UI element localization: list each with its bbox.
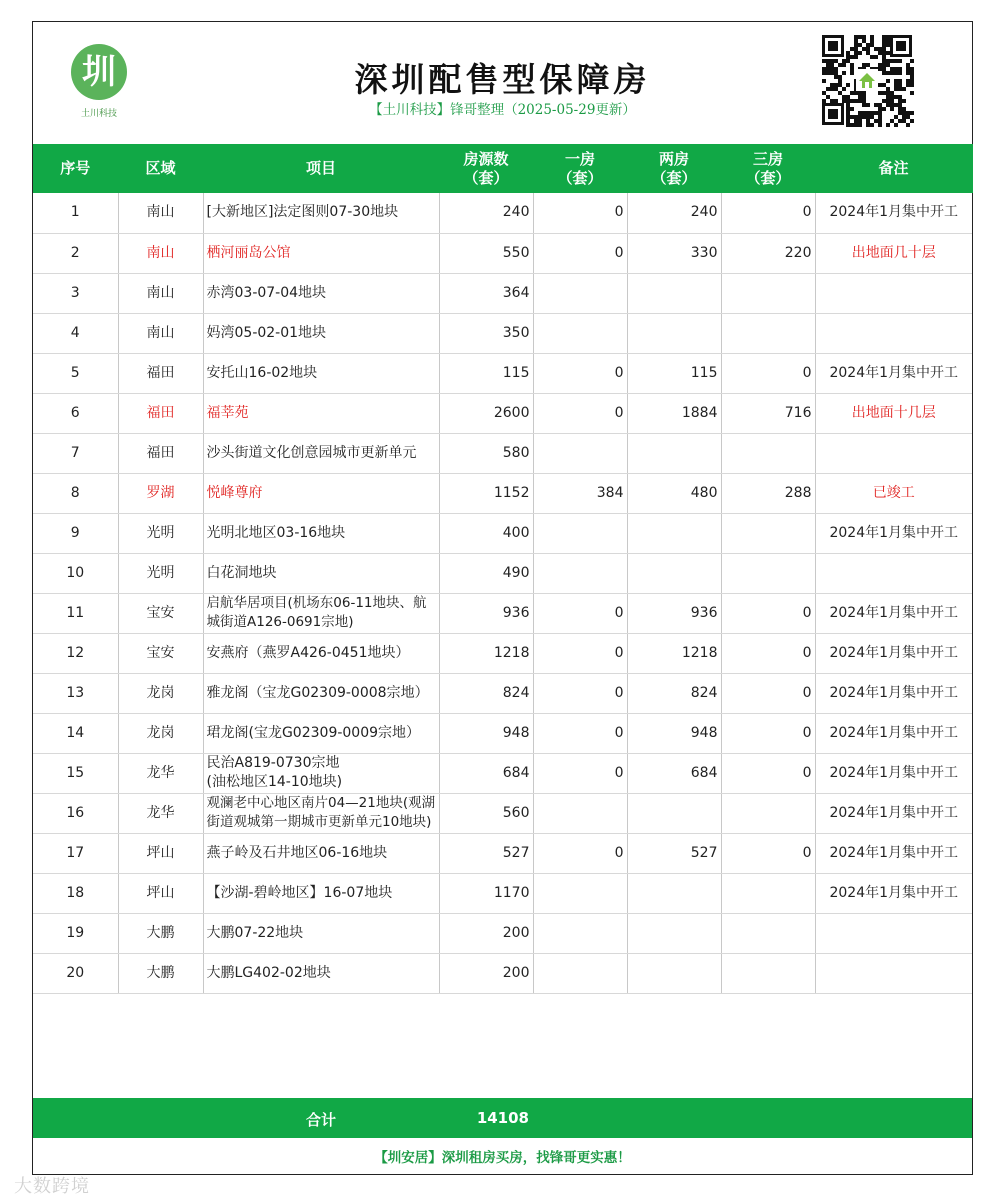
cell-two-room: 480 xyxy=(627,473,721,513)
cell-note xyxy=(815,273,972,313)
table-row xyxy=(33,673,972,713)
cell-no: 9 xyxy=(33,513,118,553)
cell-total: 200 xyxy=(439,913,533,953)
cell-one-room: 0 xyxy=(533,673,627,713)
cell-two-room xyxy=(627,313,721,353)
cell-note: 2024年1月集中开工 xyxy=(815,873,972,913)
cell-total: 1218 xyxy=(439,633,533,673)
total-value: 14108 xyxy=(476,1109,529,1127)
cell-two-room: 948 xyxy=(627,713,721,753)
cell-one-room: 0 xyxy=(533,233,627,273)
cell-total: 1170 xyxy=(439,873,533,913)
cell-total: 350 xyxy=(439,313,533,353)
cell-three-room: 0 xyxy=(721,673,815,713)
cell-district: 福田 xyxy=(118,433,203,473)
footer-slogan: 【圳安居】深圳租房买房，找锋哥更实惠！ xyxy=(374,1150,631,1166)
cell-no: 8 xyxy=(33,473,118,513)
page-title: 深圳配售型保障房 xyxy=(354,60,651,99)
cell-no: 5 xyxy=(33,353,118,393)
cell-district: 光明 xyxy=(118,553,203,593)
table-row xyxy=(33,193,972,233)
table-row xyxy=(33,353,972,393)
cell-two-room: 1884 xyxy=(627,393,721,433)
cell-total: 580 xyxy=(439,433,533,473)
col-header-two-room: 两房 （套） xyxy=(627,144,721,193)
cell-project: 雅龙阁（宝龙G02309-0008宗地） xyxy=(203,673,439,713)
table-row xyxy=(33,633,972,673)
cell-two-room xyxy=(627,873,721,913)
cell-district: 坪山 xyxy=(118,873,203,913)
table-row xyxy=(33,953,972,993)
cell-three-room: 0 xyxy=(721,593,815,633)
cell-project: 赤湾03-07-04地块 xyxy=(203,273,439,313)
cell-note: 2024年1月集中开工 xyxy=(815,833,972,873)
cell-two-room xyxy=(627,793,721,833)
cell-district: 龙华 xyxy=(118,753,203,793)
cell-three-room xyxy=(721,273,815,313)
cell-two-room xyxy=(627,513,721,553)
cell-note: 出地面十几层 xyxy=(815,393,972,433)
table-row xyxy=(33,473,972,513)
cell-two-room: 936 xyxy=(627,593,721,633)
cell-note: 2024年1月集中开工 xyxy=(815,633,972,673)
cell-two-room: 824 xyxy=(627,673,721,713)
cell-three-room xyxy=(721,513,815,553)
cell-three-room: 288 xyxy=(721,473,815,513)
cell-two-room xyxy=(627,953,721,993)
cell-project: 安燕府（燕罗A426-0451地块） xyxy=(203,633,439,673)
cell-three-room: 0 xyxy=(721,193,815,233)
cell-total: 560 xyxy=(439,793,533,833)
table-row xyxy=(33,313,972,353)
cell-district: 大鹏 xyxy=(118,953,203,993)
cell-no: 19 xyxy=(33,913,118,953)
cell-three-room: 0 xyxy=(721,353,815,393)
table-header-row xyxy=(33,144,972,193)
cell-project: 大鹏LG402-02地块 xyxy=(203,953,439,993)
cell-two-room xyxy=(627,433,721,473)
cell-no: 3 xyxy=(33,273,118,313)
cell-district: 南山 xyxy=(118,273,203,313)
cell-total: 240 xyxy=(439,193,533,233)
cell-total: 490 xyxy=(439,553,533,593)
cell-note: 2024年1月集中开工 xyxy=(815,193,972,233)
cell-project: 大鹏07-22地块 xyxy=(203,913,439,953)
page-subtitle: 【土川科技】锋哥整理（2025-05-29更新） xyxy=(369,102,636,118)
table-row xyxy=(33,713,972,753)
table-row xyxy=(33,793,972,833)
cell-district: 光明 xyxy=(118,513,203,553)
col-header-three-room: 三房 （套） xyxy=(721,144,815,193)
total-row xyxy=(33,1098,972,1138)
cell-one-room xyxy=(533,313,627,353)
cell-three-room: 0 xyxy=(721,633,815,673)
col-header-no: 序号 xyxy=(33,144,118,193)
cell-no: 12 xyxy=(33,633,118,673)
cell-note: 2024年1月集中开工 xyxy=(815,753,972,793)
cell-project: 燕子岭及石井地区06-16地块 xyxy=(203,833,439,873)
cell-one-room: 0 xyxy=(533,593,627,633)
cell-three-room xyxy=(721,873,815,913)
cell-total: 936 xyxy=(439,593,533,633)
cell-two-room: 527 xyxy=(627,833,721,873)
cell-one-room: 0 xyxy=(533,393,627,433)
cell-district: 宝安 xyxy=(118,593,203,633)
cell-total: 400 xyxy=(439,513,533,553)
cell-total: 115 xyxy=(439,353,533,393)
cell-note: 2024年1月集中开工 xyxy=(815,673,972,713)
cell-two-room xyxy=(627,273,721,313)
cell-district: 大鹏 xyxy=(118,913,203,953)
cell-no: 11 xyxy=(33,593,118,633)
cell-three-room xyxy=(721,313,815,353)
cell-three-room: 220 xyxy=(721,233,815,273)
cell-three-room xyxy=(721,953,815,993)
cell-project: [大新地区]法定图则07-30地块 xyxy=(203,193,439,233)
cell-district: 龙华 xyxy=(118,793,203,833)
cell-project: 观澜老中心地区南片04—21地块(观湖街道观城第一期城市更新单元10地块) xyxy=(203,793,439,833)
table-row xyxy=(33,393,972,433)
cell-one-room: 0 xyxy=(533,753,627,793)
col-header-note: 备注 xyxy=(815,144,972,193)
cell-two-room: 115 xyxy=(627,353,721,393)
cell-one-room: 0 xyxy=(533,713,627,753)
cell-district: 宝安 xyxy=(118,633,203,673)
cell-three-room: 0 xyxy=(721,713,815,753)
cell-district: 罗湖 xyxy=(118,473,203,513)
cell-one-room: 0 xyxy=(533,633,627,673)
col-header-one-room: 一房 （套） xyxy=(533,144,627,193)
cell-no: 7 xyxy=(33,433,118,473)
cell-note: 出地面几十层 xyxy=(815,233,972,273)
cell-one-room: 0 xyxy=(533,353,627,393)
col-header-total: 房源数 （套） xyxy=(439,144,533,193)
cell-no: 17 xyxy=(33,833,118,873)
cell-one-room xyxy=(533,513,627,553)
housing-table xyxy=(33,144,973,994)
cell-one-room xyxy=(533,793,627,833)
cell-no: 6 xyxy=(33,393,118,433)
cell-two-room: 1218 xyxy=(627,633,721,673)
cell-no: 13 xyxy=(33,673,118,713)
table-row xyxy=(33,833,972,873)
table-row xyxy=(33,913,972,953)
cell-one-room xyxy=(533,953,627,993)
cell-no: 1 xyxy=(33,193,118,233)
cell-total: 1152 xyxy=(439,473,533,513)
cell-project: 沙头街道文化创意园城市更新单元 xyxy=(203,433,439,473)
cell-three-room: 716 xyxy=(721,393,815,433)
cell-note: 2024年1月集中开工 xyxy=(815,353,972,393)
cell-no: 18 xyxy=(33,873,118,913)
cell-total: 200 xyxy=(439,953,533,993)
cell-project: 福莘苑 xyxy=(203,393,439,433)
cell-total: 527 xyxy=(439,833,533,873)
cell-two-room xyxy=(627,553,721,593)
col-header-project: 项目 xyxy=(203,144,439,193)
cell-one-room xyxy=(533,873,627,913)
cell-project: 妈湾05-02-01地块 xyxy=(203,313,439,353)
table-row xyxy=(33,273,972,313)
cell-project: 民治A819-0730宗地 (油松地区14-10地块) xyxy=(203,753,439,793)
logo-caption: 土川科技 xyxy=(80,109,117,119)
cell-one-room xyxy=(533,913,627,953)
cell-total: 824 xyxy=(439,673,533,713)
cell-two-room xyxy=(627,913,721,953)
cell-three-room xyxy=(721,553,815,593)
cell-no: 20 xyxy=(33,953,118,993)
cell-no: 15 xyxy=(33,753,118,793)
cell-one-room xyxy=(533,433,627,473)
table-row xyxy=(33,873,972,913)
cell-note: 已竣工 xyxy=(815,473,972,513)
cell-total: 684 xyxy=(439,753,533,793)
cell-project: 白花洞地块 xyxy=(203,553,439,593)
cell-district: 福田 xyxy=(118,393,203,433)
cell-note: 2024年1月集中开工 xyxy=(815,713,972,753)
cell-district: 福田 xyxy=(118,353,203,393)
cell-one-room: 384 xyxy=(533,473,627,513)
cell-no: 10 xyxy=(33,553,118,593)
cell-three-room xyxy=(721,433,815,473)
cell-total: 550 xyxy=(439,233,533,273)
cell-project: 安托山16-02地块 xyxy=(203,353,439,393)
watermark: 大数跨境 xyxy=(14,1176,90,1197)
cell-note: 2024年1月集中开工 xyxy=(815,593,972,633)
cell-note xyxy=(815,953,972,993)
cell-district: 南山 xyxy=(118,193,203,233)
cell-two-room: 330 xyxy=(627,233,721,273)
cell-two-room: 240 xyxy=(627,193,721,233)
table-row xyxy=(33,513,972,553)
cell-note xyxy=(815,433,972,473)
cell-one-room xyxy=(533,553,627,593)
cell-project: 栖河丽岛公馆 xyxy=(203,233,439,273)
qr-code-icon xyxy=(820,33,914,127)
table-row xyxy=(33,553,972,593)
cell-total: 948 xyxy=(439,713,533,753)
cell-total: 2600 xyxy=(439,393,533,433)
cell-one-room xyxy=(533,273,627,313)
cell-project: 启航华居项目(机场东06-11地块、航城街道A126-0691宗地) xyxy=(203,593,439,633)
cell-no: 4 xyxy=(33,313,118,353)
table-row xyxy=(33,433,972,473)
cell-note: 2024年1月集中开工 xyxy=(815,793,972,833)
cell-one-room: 0 xyxy=(533,833,627,873)
cell-three-room xyxy=(721,793,815,833)
cell-no: 16 xyxy=(33,793,118,833)
table-row xyxy=(33,233,972,273)
logo-emblem: 圳 xyxy=(71,44,127,100)
col-header-district: 区域 xyxy=(118,144,203,193)
cell-district: 坪山 xyxy=(118,833,203,873)
cell-district: 龙岗 xyxy=(118,673,203,713)
cell-two-room: 684 xyxy=(627,753,721,793)
cell-project: 珺龙阁(宝龙G02309-0009宗地） xyxy=(203,713,439,753)
cell-note xyxy=(815,553,972,593)
cell-district: 南山 xyxy=(118,313,203,353)
cell-project: 光明北地区03-16地块 xyxy=(203,513,439,553)
document-sheet xyxy=(32,21,973,1175)
total-label: 合计 xyxy=(305,1111,336,1129)
cell-no: 14 xyxy=(33,713,118,753)
cell-district: 南山 xyxy=(118,233,203,273)
table-row xyxy=(33,593,972,633)
table-row xyxy=(33,753,972,793)
cell-note xyxy=(815,313,972,353)
cell-one-room: 0 xyxy=(533,193,627,233)
cell-three-room: 0 xyxy=(721,753,815,793)
cell-no: 2 xyxy=(33,233,118,273)
cell-total: 364 xyxy=(439,273,533,313)
cell-note: 2024年1月集中开工 xyxy=(815,513,972,553)
cell-three-room xyxy=(721,913,815,953)
cell-project: 【沙湖-碧岭地区】16-07地块 xyxy=(203,873,439,913)
cell-district: 龙岗 xyxy=(118,713,203,753)
document-header xyxy=(33,22,972,144)
cell-project: 悦峰尊府 xyxy=(203,473,439,513)
cell-three-room: 0 xyxy=(721,833,815,873)
cell-note xyxy=(815,913,972,953)
